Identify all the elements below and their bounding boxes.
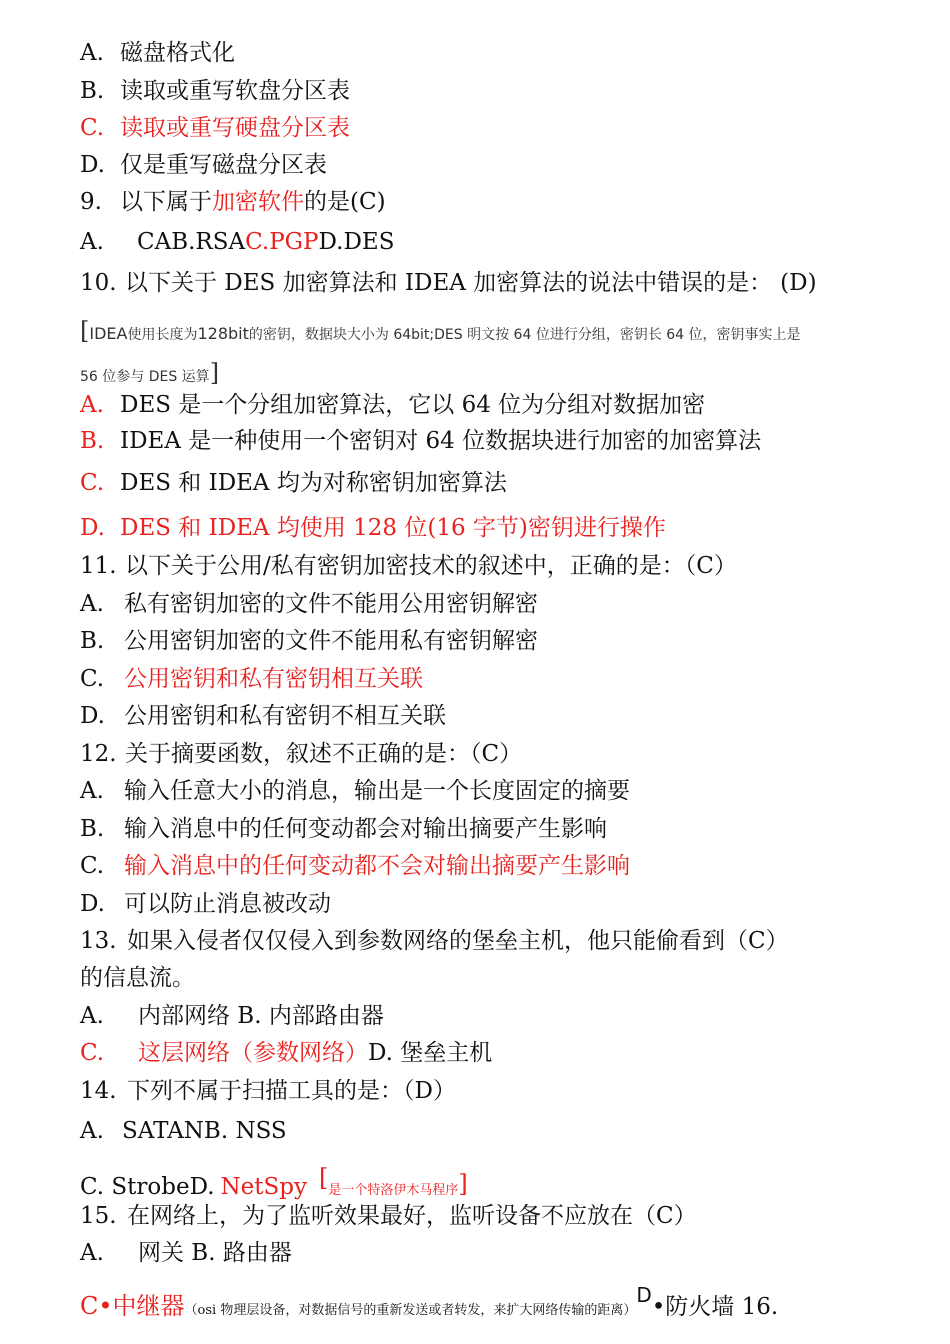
- correct-option-text: NetSpy: [220, 1174, 307, 1200]
- question-number: 13.: [80, 928, 117, 954]
- option-text: DES 是一个分组加密算法，它以 64 位为分组对数据加密: [120, 392, 706, 418]
- option-label: B.: [80, 816, 105, 842]
- note-text: 56 位参与 DES 运算: [80, 369, 210, 385]
- question-13: [80, 926, 789, 956]
- option-text: 公用密钥加密的文件不能用私有密钥解密: [124, 628, 538, 654]
- option-label: B.: [80, 628, 105, 654]
- option-text: 读取或重写软盘分区表: [120, 78, 350, 104]
- question-10-option-a: [80, 390, 705, 420]
- option-label: C.: [80, 1040, 105, 1066]
- option-text: DES 和 IDEA 均使用 128 位(16 字节)密钥进行操作: [120, 515, 666, 541]
- option-text: 可以防止消息被改动: [124, 891, 331, 917]
- option-text: 读取或重写硬盘分区表: [120, 115, 350, 141]
- option-text: 内部网络 B. 内部路由器: [138, 1003, 384, 1029]
- option-label: D.: [80, 152, 105, 178]
- note-text: 是一个特洛伊木马程序: [328, 1183, 459, 1198]
- question-12-option-b: [80, 814, 607, 844]
- question-number: 10.: [80, 270, 117, 296]
- question-11-option-d: [80, 701, 446, 731]
- correct-option-text: 公用密钥和私有密钥相互关联: [124, 666, 423, 692]
- option-label: B.: [80, 78, 105, 104]
- question-11-option-b: [80, 626, 538, 656]
- question-9-options: [80, 227, 394, 257]
- option-text: D. 堡垒主机: [368, 1040, 493, 1066]
- option-label: A.: [80, 591, 104, 617]
- option-text: •防火墙 16.: [651, 1294, 779, 1320]
- question-11-option-c: [80, 664, 423, 694]
- option-label: A.: [80, 1240, 104, 1266]
- option-label: B.: [80, 428, 105, 454]
- note-text: IDEA: [89, 324, 128, 343]
- option-a-line: [80, 38, 235, 68]
- option-label: D.: [80, 891, 105, 917]
- option-text: 公用密钥和私有密钥不相互关联: [124, 703, 446, 729]
- option-label: D.: [80, 515, 105, 541]
- option-text: 仅是重写磁盘分区表: [120, 152, 327, 178]
- option-label: A.: [80, 1118, 104, 1144]
- option-label: C.: [80, 470, 105, 496]
- correct-option-text: 输入消息中的任何变动都不会对输出摘要产生影响: [124, 853, 630, 879]
- option-label: C.: [80, 853, 105, 879]
- option-label: C.: [80, 115, 105, 141]
- note-close-bracket: ]: [458, 1170, 468, 1198]
- question-10-note-line-2: [80, 358, 219, 392]
- question-12: [80, 739, 522, 769]
- highlighted-text: 加密软件: [212, 189, 304, 215]
- question-15-options-cd: [80, 1280, 778, 1326]
- note-text: （osi 物理层设备，对数据信号的重新发送或者转发，来扩大网络传输的距离）: [184, 1303, 637, 1318]
- question-15-options-ab: [80, 1238, 292, 1268]
- question-9: [80, 187, 386, 217]
- answer: (D): [780, 270, 817, 296]
- option-text: 网关 B. 路由器: [138, 1240, 292, 1266]
- question-14: [80, 1076, 456, 1106]
- option-label: C.: [80, 666, 105, 692]
- question-number: 14.: [80, 1078, 117, 1104]
- option-text: D.DES: [318, 229, 395, 255]
- correct-option: C.PGP: [245, 229, 319, 255]
- note-text: 使用长度为: [127, 327, 198, 343]
- question-13-continued: [80, 963, 195, 993]
- option-label: D: [636, 1283, 652, 1307]
- question-number: 15.: [80, 1203, 117, 1229]
- question-number: 12.: [80, 741, 117, 767]
- question-13-options-cd: [80, 1038, 492, 1068]
- question-11: [80, 551, 737, 581]
- option-text: IDEA 是一种使用一个密钥对 64 位数据块进行加密的加密算法: [120, 428, 762, 454]
- question-text: 在网络上，为了监听效果最好，监听设备不应放在（C）: [127, 1203, 697, 1229]
- question-number: 11.: [80, 553, 117, 579]
- option-text: C. StrobeD.: [80, 1174, 215, 1200]
- question-10-option-b: [80, 426, 761, 456]
- note-close-bracket: ]: [209, 359, 220, 387]
- note-open-bracket: [: [80, 317, 90, 345]
- question-text: 的信息流。: [80, 965, 195, 991]
- option-text: 私有密钥加密的文件不能用公用密钥解密: [124, 591, 538, 617]
- option-label: A.: [80, 778, 104, 804]
- question-number: 9.: [80, 189, 102, 215]
- question-text: 以下属于: [120, 189, 212, 215]
- question-10-option-c: [80, 468, 507, 498]
- option-text: 磁盘格式化: [120, 40, 235, 66]
- question-14-options-cd: [80, 1163, 468, 1206]
- question-text: 关于摘要函数，叙述不正确的是：（C）: [125, 741, 523, 767]
- option-label: A.: [80, 1003, 104, 1029]
- option-label: A.: [80, 40, 104, 66]
- note-text: 128bit: [197, 324, 249, 343]
- correct-option-text: 这层网络（参数网络）: [138, 1040, 368, 1066]
- question-text: 的是(C): [304, 189, 386, 215]
- option-label: D.: [80, 703, 105, 729]
- option-c-line: [80, 113, 350, 143]
- option-label: A.: [80, 229, 104, 255]
- question-10-note-line-1: [80, 316, 801, 350]
- option-text: CAB.RSA: [137, 229, 246, 255]
- question-12-option-c: [80, 851, 630, 881]
- note-text: 的密钥，数据块大小为 64bit;DES 明文按 64 位进行分组，密钥长 64 位，密钥事实上是: [248, 327, 801, 343]
- note-open-bracket: [: [318, 1164, 329, 1192]
- question-12-option-a: [80, 776, 630, 806]
- option-text: 输入任意大小的消息，输出是一个长度固定的摘要: [124, 778, 630, 804]
- question-11-option-a: [80, 589, 538, 619]
- correct-option-text: C•中继器: [80, 1292, 185, 1320]
- question-13-options-ab: [80, 1001, 384, 1031]
- question-text: 以下关于公用/私有密钥加密技术的叙述中，正确的是：（C）: [125, 553, 737, 579]
- option-text: 输入消息中的任何变动都会对输出摘要产生影响: [124, 816, 607, 842]
- option-text: SATANB. NSS: [122, 1118, 287, 1144]
- question-12-option-d: [80, 889, 331, 919]
- question-text: 如果入侵者仅仅侵入到参数网络的堡垒主机，他只能偷看到（C）: [127, 928, 789, 954]
- option-b-line: [80, 76, 350, 106]
- question-15: [80, 1201, 697, 1231]
- question-text: 下列不属于扫描工具的是：（D）: [127, 1078, 456, 1104]
- question-text: 以下关于 DES 加密算法和 IDEA 加密算法的说法中错误的是：: [125, 270, 773, 296]
- question-14-options-ab: [80, 1116, 287, 1146]
- question-10: [80, 268, 817, 298]
- option-text: DES 和 IDEA 均为对称密钥加密算法: [120, 470, 507, 496]
- question-10-option-d: [80, 513, 666, 543]
- option-d-line: [80, 150, 327, 180]
- option-label: A.: [80, 392, 104, 418]
